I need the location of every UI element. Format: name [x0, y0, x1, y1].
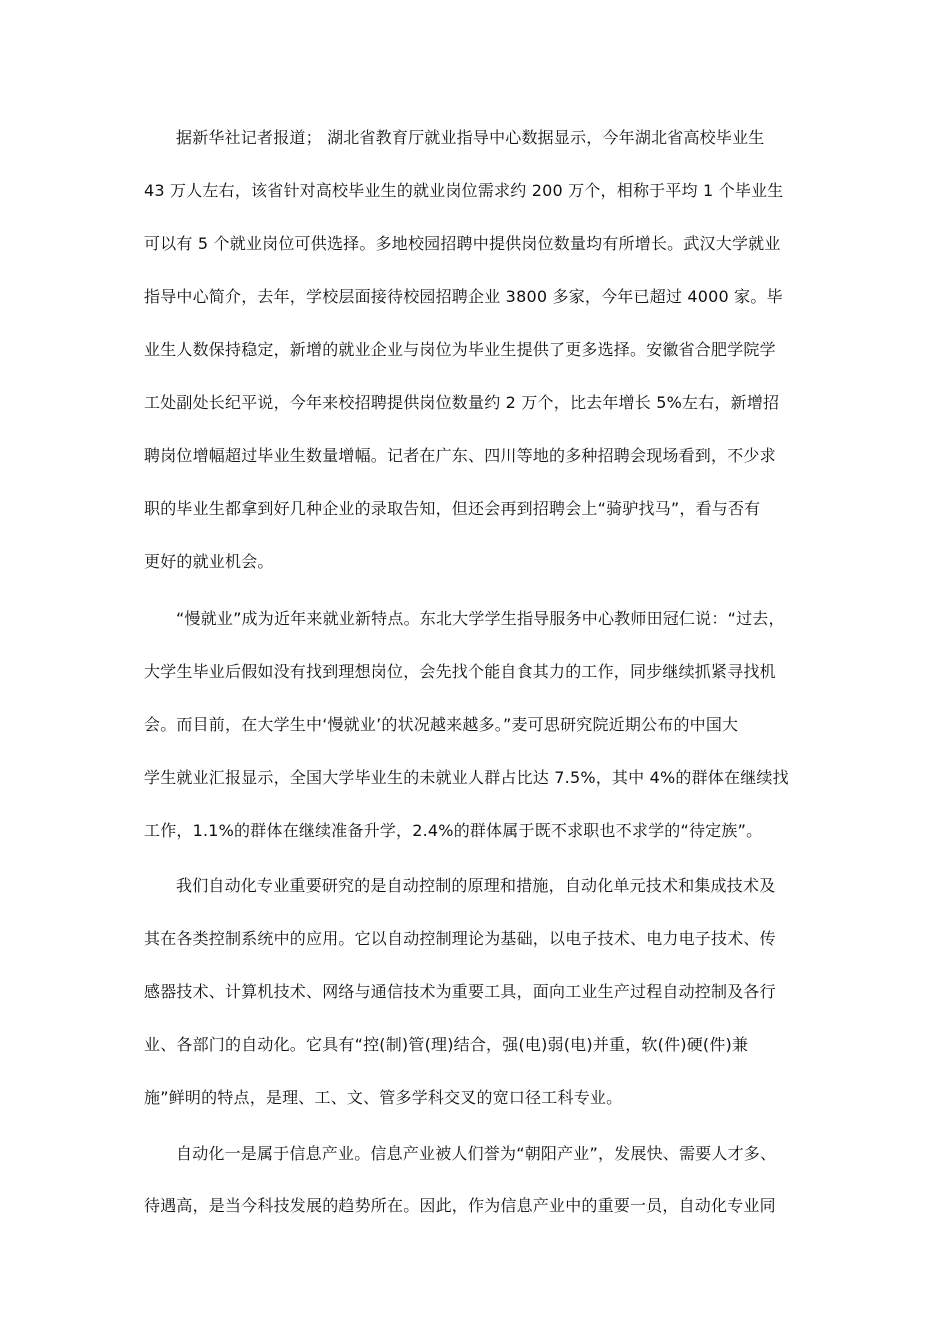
text-line: 大学生毕业后假如没有找到理想岗位，会先找个能自食其力的工作，同步继续抓紧寻找机 — [144, 662, 776, 681]
text-line: 职的毕业生都拿到好几种企业的录取告知，但还会再到招聘会上“骑驴找马”，看与否有 — [144, 499, 761, 518]
text-line: “慢就业”成为近年来就业新特点。东北大学学生指导服务中心教师田冠仁说：“过去， — [176, 609, 785, 628]
text-line: 更好的就业机会。 — [144, 552, 274, 571]
text-line: 待遇高，是当今科技发展的趋势所在。因此，作为信息产业中的重要一员，自动化专业同 — [144, 1196, 776, 1215]
text-line: 43 万人左右，该省针对高校毕业生的就业岗位需求约 200 万个，相称于平均 1 个毕业生 — [144, 181, 784, 200]
text-line: 聘岗位增幅超过毕业生数量增幅。记者在广东、四川等地的多种招聘会现场看到，不少求 — [144, 446, 776, 465]
text-line: 业生人数保持稳定，新增的就业企业与岗位为毕业生提供了更多选择。安徽省合肥学院学 — [144, 340, 776, 359]
text-line: 业、各部门的自动化。它具有“控(制)管(理)结合，强(电)弱(电)并重，软(件)硬(件)兼 — [144, 1035, 749, 1054]
text-line: 自动化一是属于信息产业。信息产业被人们誉为“朝阳产业”，发展快、需要人才多、 — [176, 1144, 777, 1163]
text-line: 可以有 5 个就业岗位可供选择。多地校园招聘中提供岗位数量均有所增长。武汉大学就业 — [144, 234, 781, 253]
text-line: 会。而目前，在大学生中‘慢就业’的状况越来越多。”麦可思研究院近期公布的中国大 — [144, 715, 739, 734]
text-line: 感器技术、计算机技术、网络与通信技术为重要工具，面向工业生产过程自动控制及各行 — [144, 982, 776, 1001]
text-line: 工处副处长纪平说，今年来校招聘提供岗位数量约 2 万个，比去年增长 5%左右，新增招 — [144, 393, 780, 412]
text-line: 施”鲜明的特点，是理、工、文、管多学科交叉的宽口径工科专业。 — [144, 1088, 623, 1107]
text-line: 我们自动化专业重要研究的是自动控制的原理和措施，自动化单元技术和集成技术及 — [176, 876, 776, 895]
text-line: 据新华社记者报道； 湖北省教育厅就业指导中心数据显示，今年湖北省高校毕业生 — [176, 128, 765, 147]
text-line: 学生就业汇报显示，全国大学毕业生的未就业人群占比达 7.5%，其中 4%的群体在继续找 — [144, 768, 789, 787]
text-line: 工作，1.1%的群体在继续准备升学，2.4%的群体属于既不求职也不求学的“待定族”。 — [144, 821, 763, 840]
text-line: 指导中心简介，去年，学校层面接待校园招聘企业 3800 多家，今年已超过 4000 家。毕 — [144, 287, 783, 306]
text-line: 其在各类控制系统中的应用。它以自动控制理论为基础，以电子技术、电力电子技术、传 — [144, 929, 776, 948]
